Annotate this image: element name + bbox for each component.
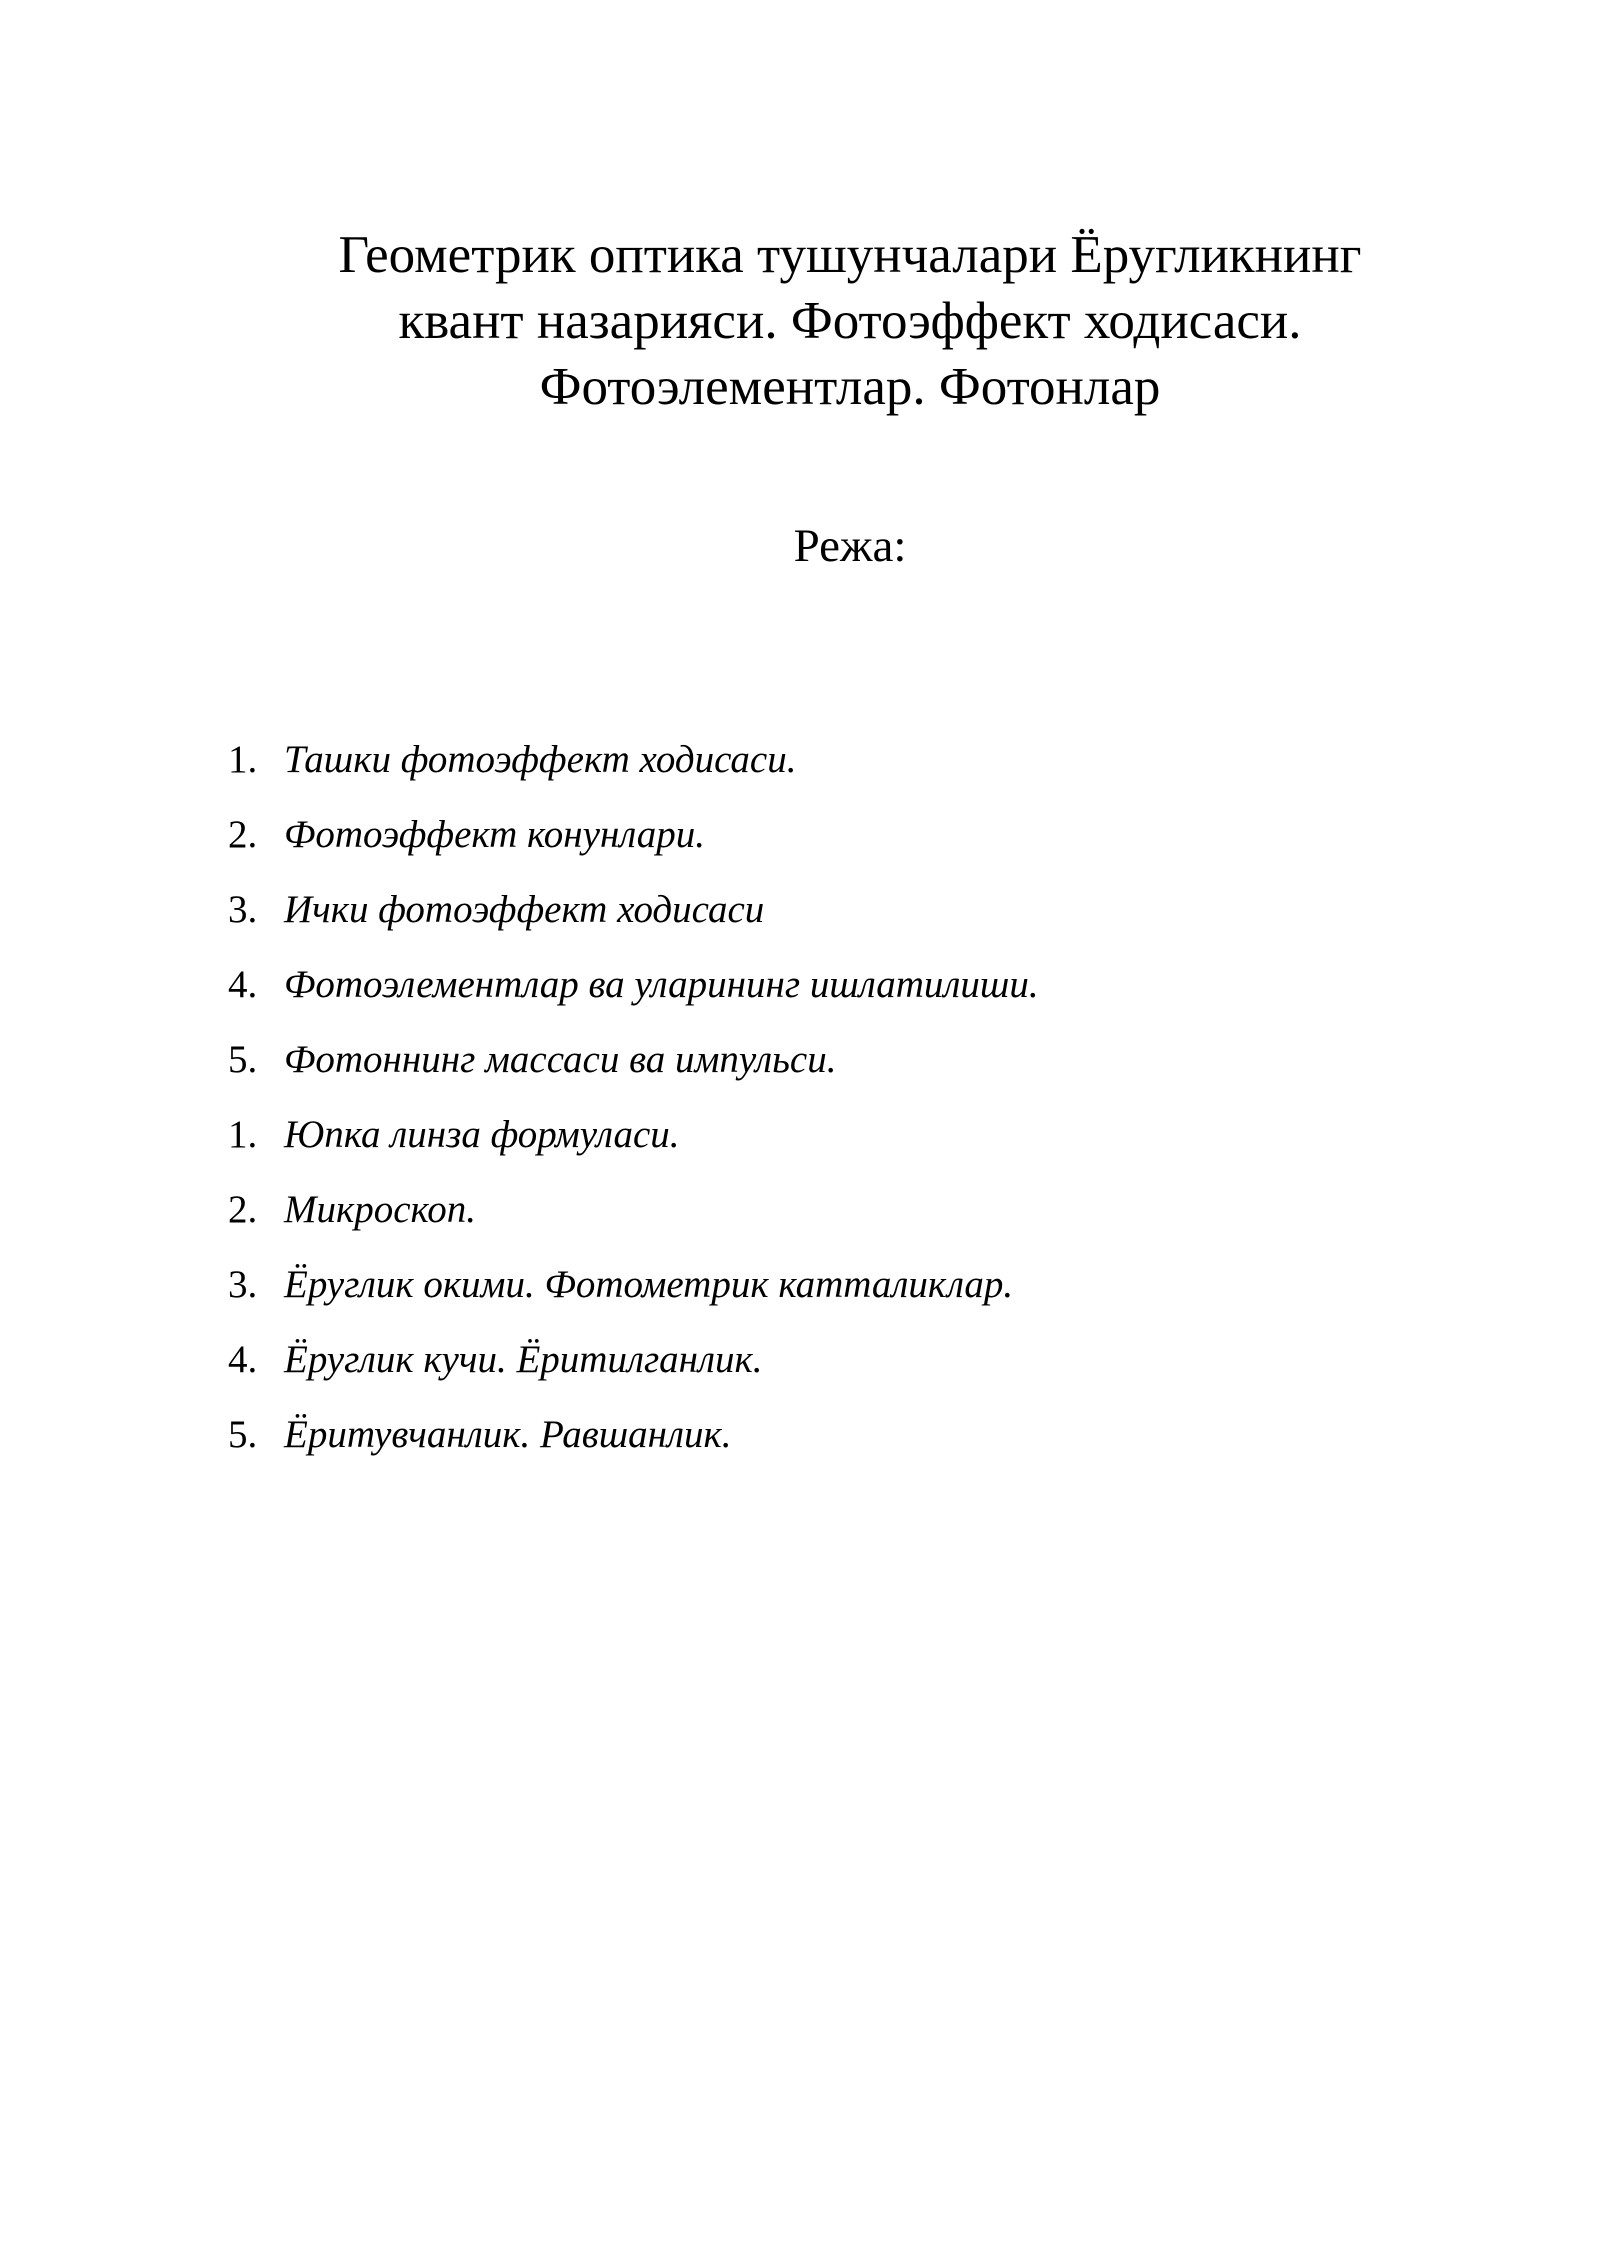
plan-item-text: Ёруглик кучи. Ёритилганлик. [284, 1338, 763, 1381]
plan-item-text: Ёруглик окими. Фотометрик катталиклар. [284, 1263, 1014, 1306]
plan-item-text: Ташки фотоэффект ходисаси. [284, 738, 797, 781]
plan-item [228, 1109, 1428, 1184]
plan-item-number: 2. [228, 1188, 258, 1231]
page-title [200, 222, 1500, 420]
plan-item [228, 959, 1428, 1034]
plan-item-number: 2. [228, 813, 258, 856]
plan-item [228, 1409, 1428, 1484]
plan-item [228, 1334, 1428, 1409]
plan-item-text: Ички фотоэффект ходисаси [284, 888, 765, 931]
plan-item-number: 4. [228, 1338, 258, 1381]
title-line-2: квант назарияси. Фотоэффект ходисаси. [398, 292, 1302, 350]
plan-item-number: 3. [228, 888, 258, 931]
plan-item [228, 1259, 1428, 1334]
plan-item-text: Микроскоп. [284, 1188, 477, 1231]
plan-list [228, 734, 1428, 1484]
plan-item-text: Фотоннинг массаси ва импульси. [284, 1038, 837, 1081]
plan-item-number: 3. [228, 1263, 258, 1306]
plan-item [228, 1034, 1428, 1109]
plan-item-number: 1. [228, 1113, 258, 1156]
title-line-3: Фотоэлементлар. Фотонлар [539, 358, 1161, 416]
plan-item-number: 5. [228, 1038, 258, 1081]
plan-item-number: 4. [228, 963, 258, 1006]
plan-item-text: Фотоэффект конунлари. [284, 813, 706, 856]
title-line-1: Геометрик оптика тушунчалари Ёругликнинг [338, 226, 1362, 284]
plan-item [228, 734, 1428, 809]
plan-item-number: 5. [228, 1413, 258, 1456]
plan-item [228, 1184, 1428, 1259]
plan-item-text: Ёритувчанлик. Равшанлик. [284, 1413, 732, 1456]
plan-item [228, 884, 1428, 959]
plan-item-text: Фотоэлементлар ва уларининг ишлатилиши. [284, 963, 1039, 1006]
plan-item-number: 1. [228, 738, 258, 781]
plan-item-text: Юпка линза формуласи. [284, 1113, 680, 1156]
plan-heading: Режа: [793, 520, 907, 572]
plan-item [228, 809, 1428, 884]
